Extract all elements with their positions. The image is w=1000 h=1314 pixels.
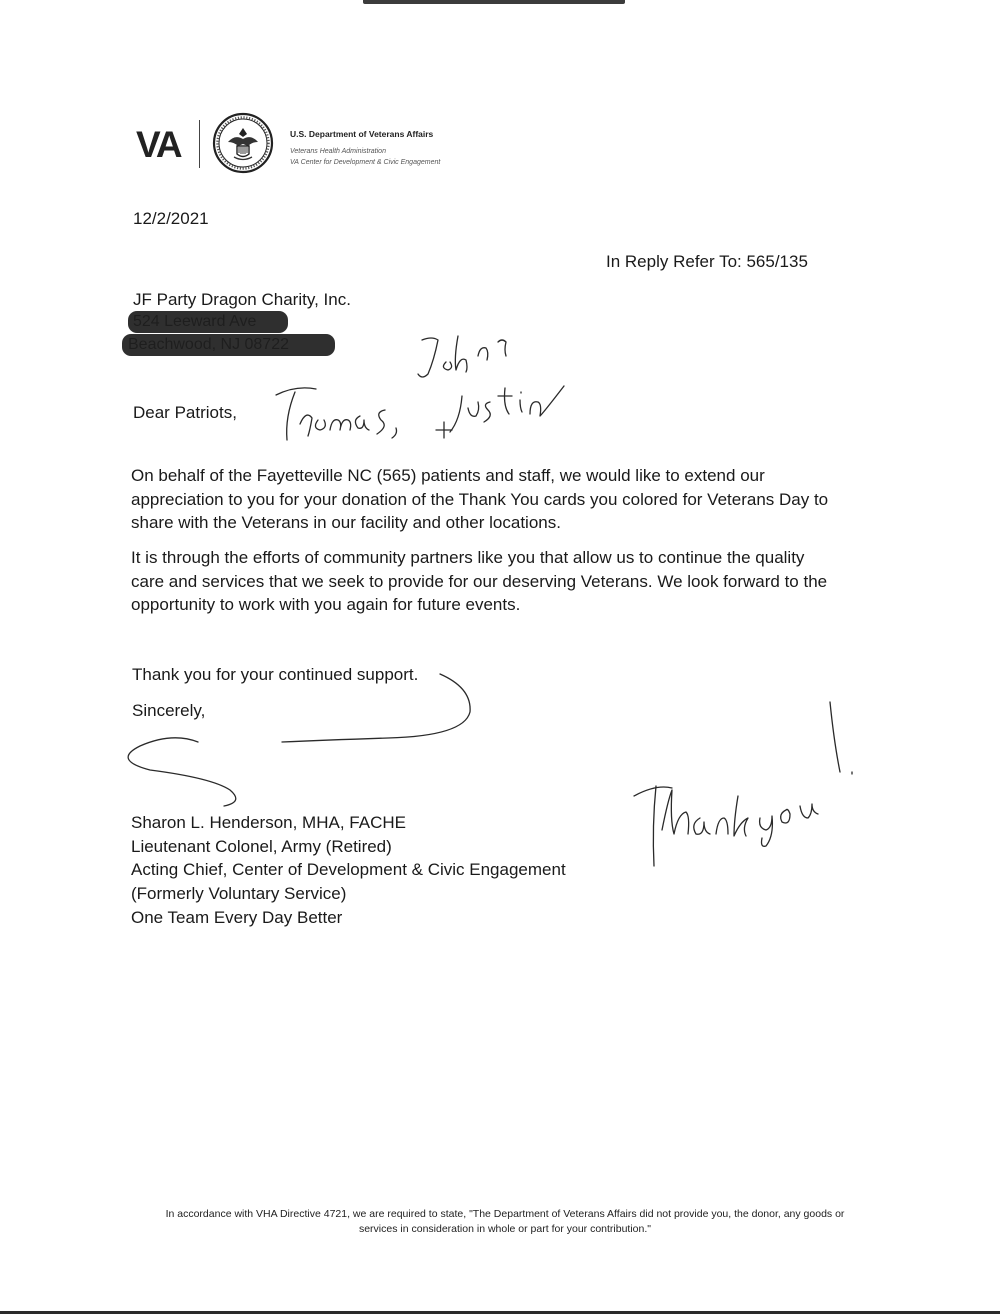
va-logo: VA: [136, 124, 181, 165]
closing-line: Thank you for your continued support.: [132, 665, 419, 684]
recipient-name: JF Party Dragon Charity, Inc.: [133, 290, 351, 309]
legal-footer: [120, 1207, 890, 1237]
signer-former-title: (Formerly Voluntary Service): [131, 884, 347, 904]
sign-off: Sincerely,: [132, 701, 206, 720]
redaction-mark: [128, 311, 288, 333]
signer-motto: One Team Every Day Better: [131, 907, 343, 927]
footer-line-1: In accordance with VHA Directive 4721, we are required to state, "The Department of Veterans Affairs did not provide you, the donor, any goods or: [165, 1208, 845, 1220]
department-name: U.S. Department of Veterans Affairs: [290, 129, 434, 139]
window-top-edge: [363, 0, 625, 4]
letter-date: 12/2/2021: [133, 209, 209, 228]
department-subline-2: VA Center for Development & Civic Engagement: [290, 159, 441, 166]
letterhead-divider: [199, 120, 200, 168]
body-paragraph-1: On behalf of the Fayetteville NC (565) patients and staff, we would like to extend our appreciation to you for your donation of the Thank You cards you colored for Veterans Day to share with the Veterans in our facility and other locations.: [131, 466, 829, 532]
redaction-mark: [122, 334, 335, 356]
signer-title: Acting Chief, Center of Development & Civic Engagement: [131, 860, 566, 880]
signer-rank: Lieutenant Colonel, Army (Retired): [131, 836, 392, 856]
reply-reference: In Reply Refer To: 565/135: [606, 252, 808, 271]
signer-name: Sharon L. Henderson, MHA, FACHE: [131, 813, 406, 832]
salutation: Dear Patriots,: [133, 403, 237, 422]
letterhead: [136, 112, 516, 174]
footer-line-2: services in consideration in whole or part for your contribution.": [358, 1223, 652, 1235]
handwritten-flourish: [128, 674, 470, 806]
handwritten-thanks: [634, 702, 852, 866]
department-subline-1: Veterans Health Administration: [290, 148, 386, 155]
body-paragraph-2: It is through the efforts of community partners like you that allow us to continue the quality care and services that we seek to provide for our deserving Veterans. We look forward to the opportunity to work with you again for future events.: [131, 548, 828, 614]
va-seal-icon: [212, 112, 274, 174]
signature-block: [131, 811, 566, 930]
